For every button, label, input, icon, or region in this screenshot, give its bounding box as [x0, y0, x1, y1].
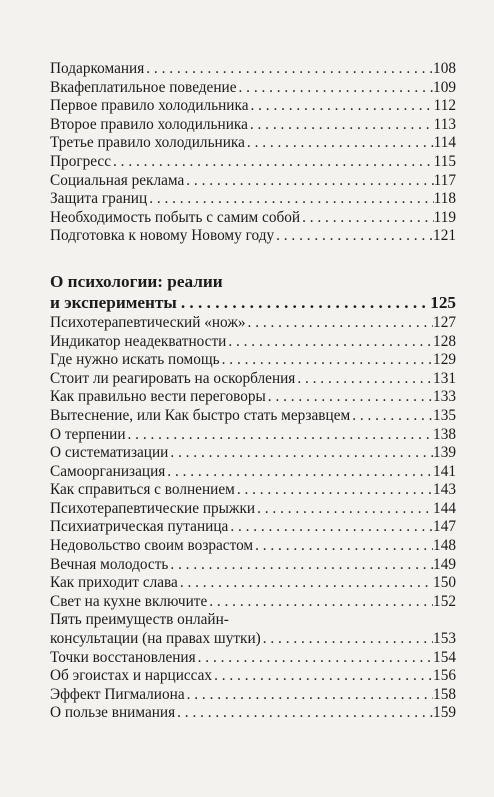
toc-entry-title: Как приходит слава	[50, 574, 178, 592]
toc-entry	[50, 172, 456, 191]
toc-entry	[50, 426, 456, 445]
toc-page-number: 154	[433, 648, 456, 666]
toc-entry	[50, 667, 456, 686]
toc-page-number: 148	[433, 537, 456, 555]
toc-entry-title: Второе правило холодильника	[50, 115, 248, 133]
toc-page-number: 147	[433, 518, 456, 536]
toc-entry-title: О пользе внимания	[50, 704, 176, 722]
toc-leader-dots	[168, 444, 433, 463]
toc-page-number: 133	[433, 388, 456, 406]
toc-leader-dots	[350, 407, 433, 426]
toc-page-number: 135	[433, 406, 456, 424]
toc-entry-title: Подготовка к новому Новому году	[50, 227, 275, 245]
toc-entry-title: Вечная молодость	[50, 555, 169, 573]
toc-entry	[50, 574, 456, 593]
toc-entry	[50, 333, 456, 352]
toc-page-number: 119	[433, 208, 456, 226]
toc-entry	[50, 649, 456, 668]
toc-entry-title: О терпении	[50, 425, 126, 443]
toc-leader-dots	[168, 556, 433, 575]
section-leader-dots	[177, 292, 430, 314]
toc-page-number: 153	[433, 630, 456, 648]
toc-entry-title: Социальная реклама	[50, 171, 185, 189]
toc-entry-title: Психотерапевтические прыжки	[50, 499, 256, 517]
toc-entry-title: Об эгоистах и нарциссах	[50, 667, 213, 685]
toc-leader-dots	[226, 333, 433, 352]
toc-leader-dots	[178, 574, 433, 593]
toc-entry-title: Защита границ	[50, 190, 148, 208]
toc-entry-title: Прогресс	[50, 152, 112, 170]
toc-entry	[50, 227, 456, 246]
toc-page-number: 143	[433, 481, 456, 499]
toc-leader-dots	[245, 134, 434, 153]
toc-entry-title: Подаркомания	[50, 60, 145, 77]
toc-entry	[50, 444, 456, 463]
toc-entry-title: Необходимость побыть с самим собой	[50, 208, 301, 226]
toc-entry	[50, 481, 456, 500]
toc-list-section-b	[50, 649, 456, 723]
toc-page-number: 152	[433, 592, 456, 610]
toc-page-number: 121	[433, 227, 456, 245]
toc-leader-dots	[253, 537, 433, 556]
toc-page-number: 156	[433, 667, 456, 685]
toc-leader-dots	[111, 153, 434, 172]
toc-leader-dots	[144, 60, 433, 79]
toc-page-number: 114	[433, 134, 456, 152]
toc-entry	[50, 351, 456, 370]
toc-leader-dots	[300, 209, 434, 228]
toc-page-number: 139	[433, 444, 456, 462]
toc-page-number: 150	[433, 574, 456, 592]
toc-entry-title: Психотерапевтический «нож»	[50, 313, 246, 331]
toc-page-number: 149	[433, 555, 456, 573]
toc-page-number: 141	[433, 462, 456, 480]
toc-entry-two-line-first: Пять преимуществ онлайн-	[50, 611, 229, 629]
toc-leader-dots	[126, 426, 434, 445]
toc-page-number: 117	[433, 171, 456, 189]
toc-page-number: 127	[433, 313, 456, 331]
toc-entry	[50, 116, 456, 135]
toc-entry-title: Как справиться с волнением	[50, 481, 235, 499]
toc-leader-dots	[248, 116, 434, 135]
toc-entry	[50, 518, 456, 537]
toc-page-number: 158	[433, 685, 456, 703]
toc-leader-dots	[147, 190, 433, 209]
toc-page-number: 115	[433, 152, 456, 170]
toc-entry-title: Вкафеплатильное поведение	[50, 78, 237, 96]
toc-entry-title: Где нужно искать помощь	[50, 351, 220, 369]
toc-leader-dots	[175, 704, 433, 723]
toc-entry	[50, 463, 456, 482]
toc-leader-dots	[249, 97, 434, 116]
toc-entry-title: Стоит ли реагировать на оскорбления	[50, 369, 296, 387]
toc-entry-title: Свет на кухне включите	[50, 592, 208, 610]
toc-entry	[50, 153, 456, 172]
table-of-contents	[50, 60, 456, 723]
toc-entry	[50, 704, 456, 723]
toc-leader-dots	[185, 686, 433, 705]
toc-leader-dots	[184, 172, 433, 191]
toc-entry	[50, 686, 456, 705]
toc-entry-title: Недовольство своим возрастом	[50, 537, 254, 555]
toc-leader-dots	[274, 227, 433, 246]
toc-leader-dots	[235, 481, 433, 500]
toc-entry-title: Эффект Пигмалиона	[50, 685, 185, 703]
toc-leader-dots	[237, 79, 434, 98]
toc-leader-dots	[228, 518, 433, 537]
toc-entry	[50, 134, 456, 153]
toc-leader-dots	[246, 314, 434, 333]
toc-leader-dots	[255, 500, 433, 519]
toc-leader-dots	[212, 667, 433, 686]
section-page-number: 125	[430, 292, 456, 312]
toc-page-number: 128	[433, 332, 456, 350]
toc-entry-title: консультации (на правах шутки)	[50, 630, 261, 648]
toc-entry-title: Точки восстановления	[50, 648, 196, 666]
toc-entry-title: Психиатрическая путаница	[50, 518, 229, 536]
toc-entry-title: Индикатор неадекватности	[50, 332, 227, 350]
toc-leader-dots	[207, 593, 433, 612]
section-title-line2: и эксперименты	[50, 292, 177, 312]
toc-entry	[50, 97, 456, 116]
toc-leader-dots	[295, 370, 433, 389]
toc-entry	[50, 314, 456, 333]
toc-page-number: 113	[433, 115, 456, 133]
toc-entry	[50, 407, 456, 426]
toc-leader-dots	[196, 649, 433, 668]
toc-entry-title: Самоорганизация	[50, 462, 166, 480]
section-title-line1: О психологии: реалии	[50, 271, 223, 291]
toc-page-number: 144	[433, 499, 456, 517]
toc-entry	[50, 556, 456, 575]
toc-entry	[50, 388, 456, 407]
toc-page-number: 138	[433, 425, 456, 443]
toc-leader-dots	[266, 388, 433, 407]
toc-page-number: 159	[433, 704, 456, 722]
toc-list-section-a	[50, 314, 456, 612]
toc-entry	[50, 500, 456, 519]
toc-entry-two-line-second	[50, 630, 456, 649]
toc-entry-title: Первое правило холодильника	[50, 97, 249, 115]
toc-page-number: 118	[433, 190, 456, 208]
toc-entry	[50, 60, 456, 79]
toc-leader-dots	[261, 630, 433, 649]
toc-list-top	[50, 60, 456, 246]
section-title-row	[50, 292, 456, 314]
toc-entry-title: Как правильно вести переговоры	[50, 388, 266, 406]
toc-entry-title: Третье правило холодильника	[50, 134, 245, 152]
section-gap	[50, 246, 456, 272]
toc-entry	[50, 537, 456, 556]
toc-page-number: 108	[433, 60, 456, 77]
toc-entry	[50, 79, 456, 98]
toc-entry	[50, 209, 456, 228]
toc-page-number: 129	[433, 351, 456, 369]
toc-leader-dots	[165, 463, 433, 482]
toc-page-number: 112	[433, 97, 456, 115]
toc-entry	[50, 593, 456, 612]
toc-leader-dots	[220, 351, 433, 370]
toc-page-number: 109	[433, 78, 456, 96]
toc-entry-title: Вытеснение, или Как быстро стать мерзавцем	[50, 406, 351, 424]
toc-entry-title: О систематизации	[50, 444, 169, 462]
toc-entry	[50, 370, 456, 389]
toc-entry	[50, 190, 456, 209]
toc-page-number: 131	[433, 369, 456, 387]
